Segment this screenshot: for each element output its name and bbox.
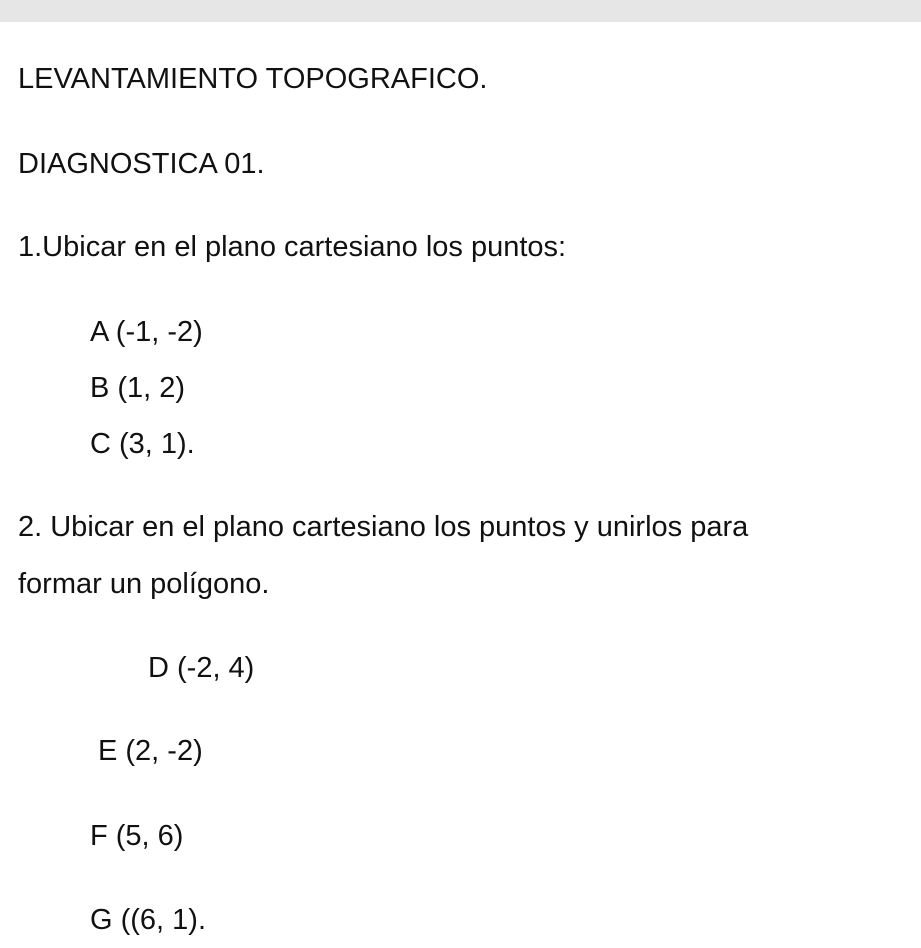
question-2-prompt-line-2: formar un polígono. [18, 568, 270, 600]
point-d: D (-2, 4) [148, 652, 255, 684]
question-2-prompt-line-1: 2. Ubicar en el plano cartesiano los puntos y unirlos para [18, 511, 749, 543]
point-a: A (-1, -2) [90, 316, 203, 348]
document-title: LEVANTAMIENTO TOPOGRAFICO. [18, 63, 488, 95]
point-c: C (3, 1). [90, 428, 195, 460]
point-f: F (5, 6) [90, 820, 184, 852]
point-g: G ((6, 1). [90, 904, 207, 936]
point-b: B (1, 2) [90, 372, 186, 404]
question-1-prompt: 1.Ubicar en el plano cartesiano los puntos: [18, 231, 567, 263]
document-subtitle: DIAGNOSTICA 01. [18, 148, 265, 180]
point-e: E (2, -2) [98, 735, 203, 767]
